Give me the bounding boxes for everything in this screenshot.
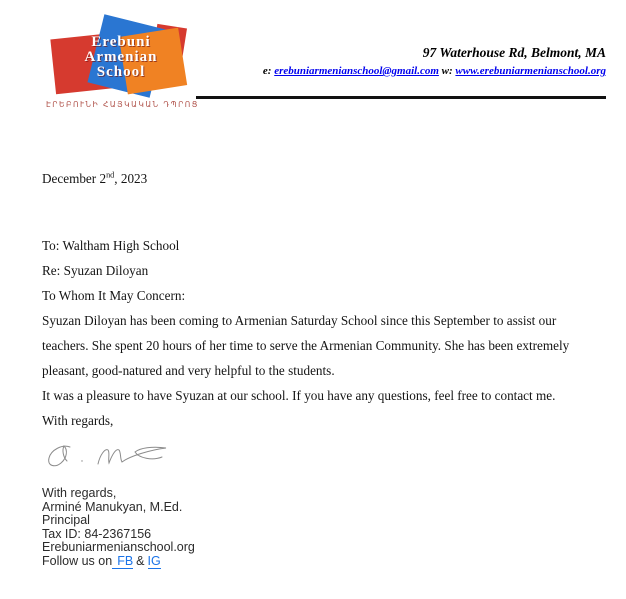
handwritten-signature — [42, 437, 604, 477]
closing-line: With regards, — [42, 413, 114, 428]
re-line: Re: Syuzan Diloyan — [42, 263, 149, 278]
footer-follow-line — [42, 555, 604, 569]
web-prefix: w: — [441, 65, 453, 77]
logo-line-2: Armenian — [84, 49, 158, 65]
date-line — [42, 166, 604, 191]
letterhead-contact — [263, 45, 606, 77]
signature-block — [42, 487, 604, 569]
signature-scribble — [42, 437, 202, 477]
website-link[interactable]: www.erebuniarmenianschool.org — [455, 65, 606, 77]
letter-body — [42, 166, 604, 569]
facebook-link[interactable]: FB — [112, 554, 133, 569]
body-paragraph-2: It was a pleasure to have Syuzan at our school. If you have any questions, feel free to contact me. — [42, 388, 556, 403]
recipient-block — [42, 233, 604, 283]
header-divider-rule — [196, 96, 606, 99]
logo-line-1: Erebuni — [91, 34, 151, 50]
footer-website: Erebuniarmenianschool.org — [42, 540, 195, 555]
to-line: To: Waltham High School — [42, 238, 180, 253]
follow-prefix: Follow us on — [42, 553, 113, 568]
instagram-link[interactable]: IG — [147, 553, 161, 568]
footer-title: Principal — [42, 513, 90, 528]
school-address: 97 Waterhouse Rd, Belmont, MA — [422, 45, 606, 60]
body-paragraph-1: Syuzan Diloyan has been coming to Armenian Saturday School since this September to assist our teachers. She spent 20 hours of her time to serve the Armenian Community. She has been extremely pleasant, good-natured and very helpful to the students. — [42, 313, 570, 378]
contact-links-line — [263, 65, 606, 77]
footer-name: Arminé Manukyan, M.Ed. — [42, 499, 183, 514]
ampersand: & — [136, 553, 145, 568]
email-link[interactable]: erebuniarmenianschool@gmail.com — [274, 65, 439, 77]
logo-armenian-caption: ԷՐԵԲՈՒՆԻ ՀԱՅԿԱԿԱՆ ԴՊՐՈՑ — [46, 100, 199, 109]
footer-tax-id: Tax ID: 84-2367156 — [42, 526, 152, 541]
logo-wordmark — [55, 35, 187, 80]
date-ordinal: nd — [106, 170, 115, 180]
salutation: To Whom It May Concern: — [42, 288, 186, 303]
school-logo — [55, 26, 187, 98]
date-main: December 2 — [42, 171, 107, 186]
logo-line-3: School — [96, 64, 146, 80]
footer-regards: With regards, — [42, 486, 117, 500]
date-tail: , 2023 — [114, 171, 148, 186]
email-prefix: e: — [262, 65, 272, 77]
